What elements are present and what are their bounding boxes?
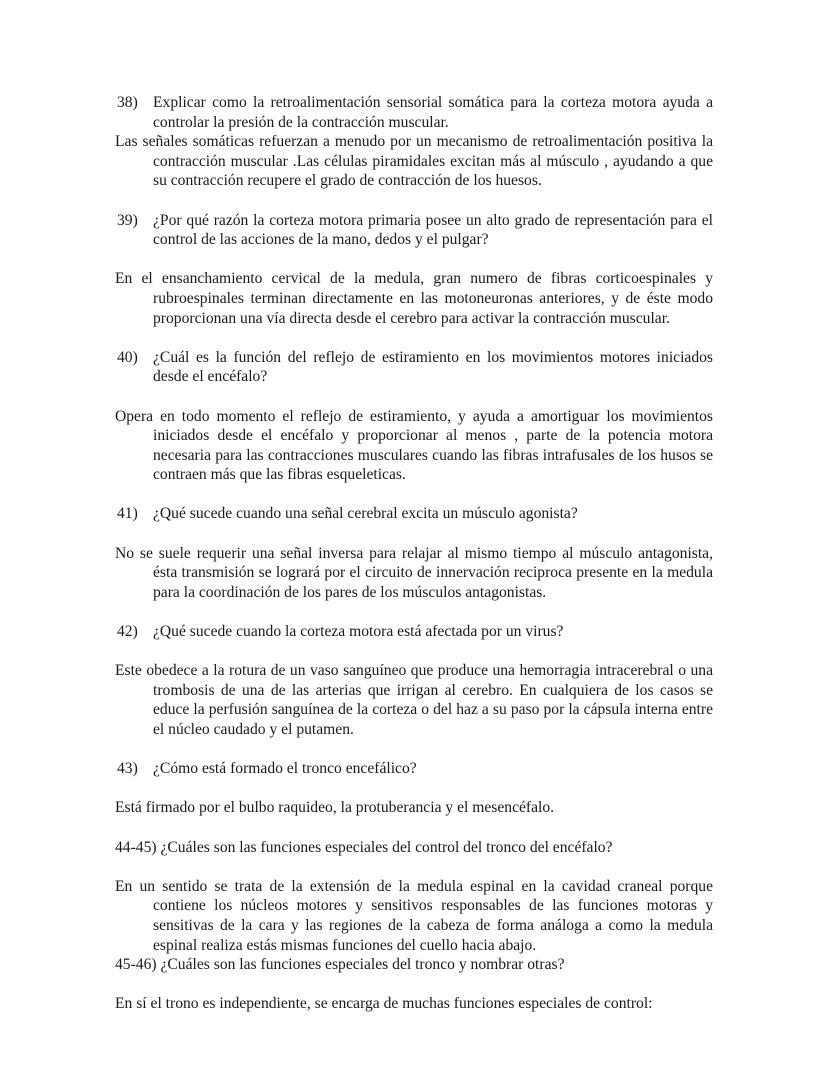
question-text: ¿Qué sucede cuando una señal cerebral excita un músculo agonista? [153, 505, 578, 523]
question-number: 42) [117, 623, 138, 641]
question-text: ¿Cuáles son las funciones especiales del tronco y nombrar otras? [160, 956, 565, 974]
question-text: ¿Cómo está formado el tronco encefálico? [153, 760, 417, 778]
answer-42: Este obedece a la rotura de un vaso sanguíneo que produce una hemorragia intracerebral o una trombosis de una de las arterias que irrigan al cerebro. En cualquiera de los casos se educe la perfusión sanguínea de la corteza o del haz a su paso por la cápsula interna entre el núcleo caudado y el putamen. [115, 662, 713, 738]
question-44-45 [115, 838, 713, 858]
question-text: Explicar como la retroalimentación sensorial somática para la corteza motora ayuda a controlar la presión de la contracción muscular. [153, 94, 713, 131]
question-number: 38) [117, 94, 138, 111]
answer-45-46: En sí el trono es independiente, se encarga de muchas funciones especiales de control: [115, 995, 653, 1013]
answer-41: No se suele requerir una señal inversa para relajar al mismo tiempo al músculo antagonista, ésta transmisión se logrará por el circuito de innervación reciproca presente en la medula para la coordinación de los pares de los músculos antagonistas. [115, 544, 713, 601]
question-number: 43) [117, 760, 138, 778]
question-45-46 [115, 955, 713, 975]
question-38 [115, 93, 713, 132]
question-number: 41) [117, 505, 138, 523]
question-text: ¿Cuál es la función del reflejo de estiramiento en los movimientos motores iniciados desde el encéfalo? [153, 348, 713, 386]
answer-43: Está firmado por el bulbo raquideo, la protuberancia y el mesencéfalo. [115, 799, 555, 817]
answer-40: Opera en todo momento el reflejo de estiramiento, y ayuda a amortiguar los movimientos iniciados desde el encéfalo y proporcionar al menos , parte de la potencia motora necesaria para las contracciones musculares cuando las fibras intrafusales de los husos se contraen más que las fibras esqueleticas. [115, 407, 713, 484]
answer-38: Las señales somáticas refuerzan a menudo por un mecanismo de retroalimentación positiva la contracción muscular .Las células piramidales excitan más al músculo , ayudando a que su contracción recupere el grado de contracción de los huesos. [115, 133, 713, 190]
question-number: 44-45) [115, 838, 157, 856]
answer-39: En el ensanchamiento cervical de la medula, gran numero de fibras corticoespinales y rubroespinales terminan directamente en las motoneuronas anteriores, y de éste modo proporcionan una vía directa desde el cerebro para activar la contracción muscular. [115, 270, 713, 327]
question-40 [115, 348, 713, 387]
question-text: ¿Por qué razón la corteza motora primaria posee un alto grado de representación para el control de las acciones de la mano, dedos y el pulgar? [153, 211, 713, 249]
question-43 [115, 759, 713, 779]
question-number: 45-46) [115, 956, 157, 974]
question-42 [115, 622, 713, 642]
question-number: 40) [117, 348, 138, 366]
question-number: 39) [117, 211, 138, 229]
answer-44-45: En un sentido se trata de la extensión de la medula espinal en la cavidad craneal porque contiene los núcleos motores y sensitivos responsables de las funciones motoras y sensitivas de la cara y las regiones de la cabeza de forma análoga a como la medula espinal realiza estás mismas funciones del cuello hacia abajo. [115, 877, 713, 954]
question-text: ¿Cuáles son las funciones especiales del control del tronco del encéfalo? [160, 838, 613, 856]
question-text: ¿Qué sucede cuando la corteza motora está afectada por un virus? [153, 623, 564, 641]
question-41 [115, 504, 713, 524]
question-39 [115, 211, 713, 250]
document-page [115, 93, 713, 1034]
